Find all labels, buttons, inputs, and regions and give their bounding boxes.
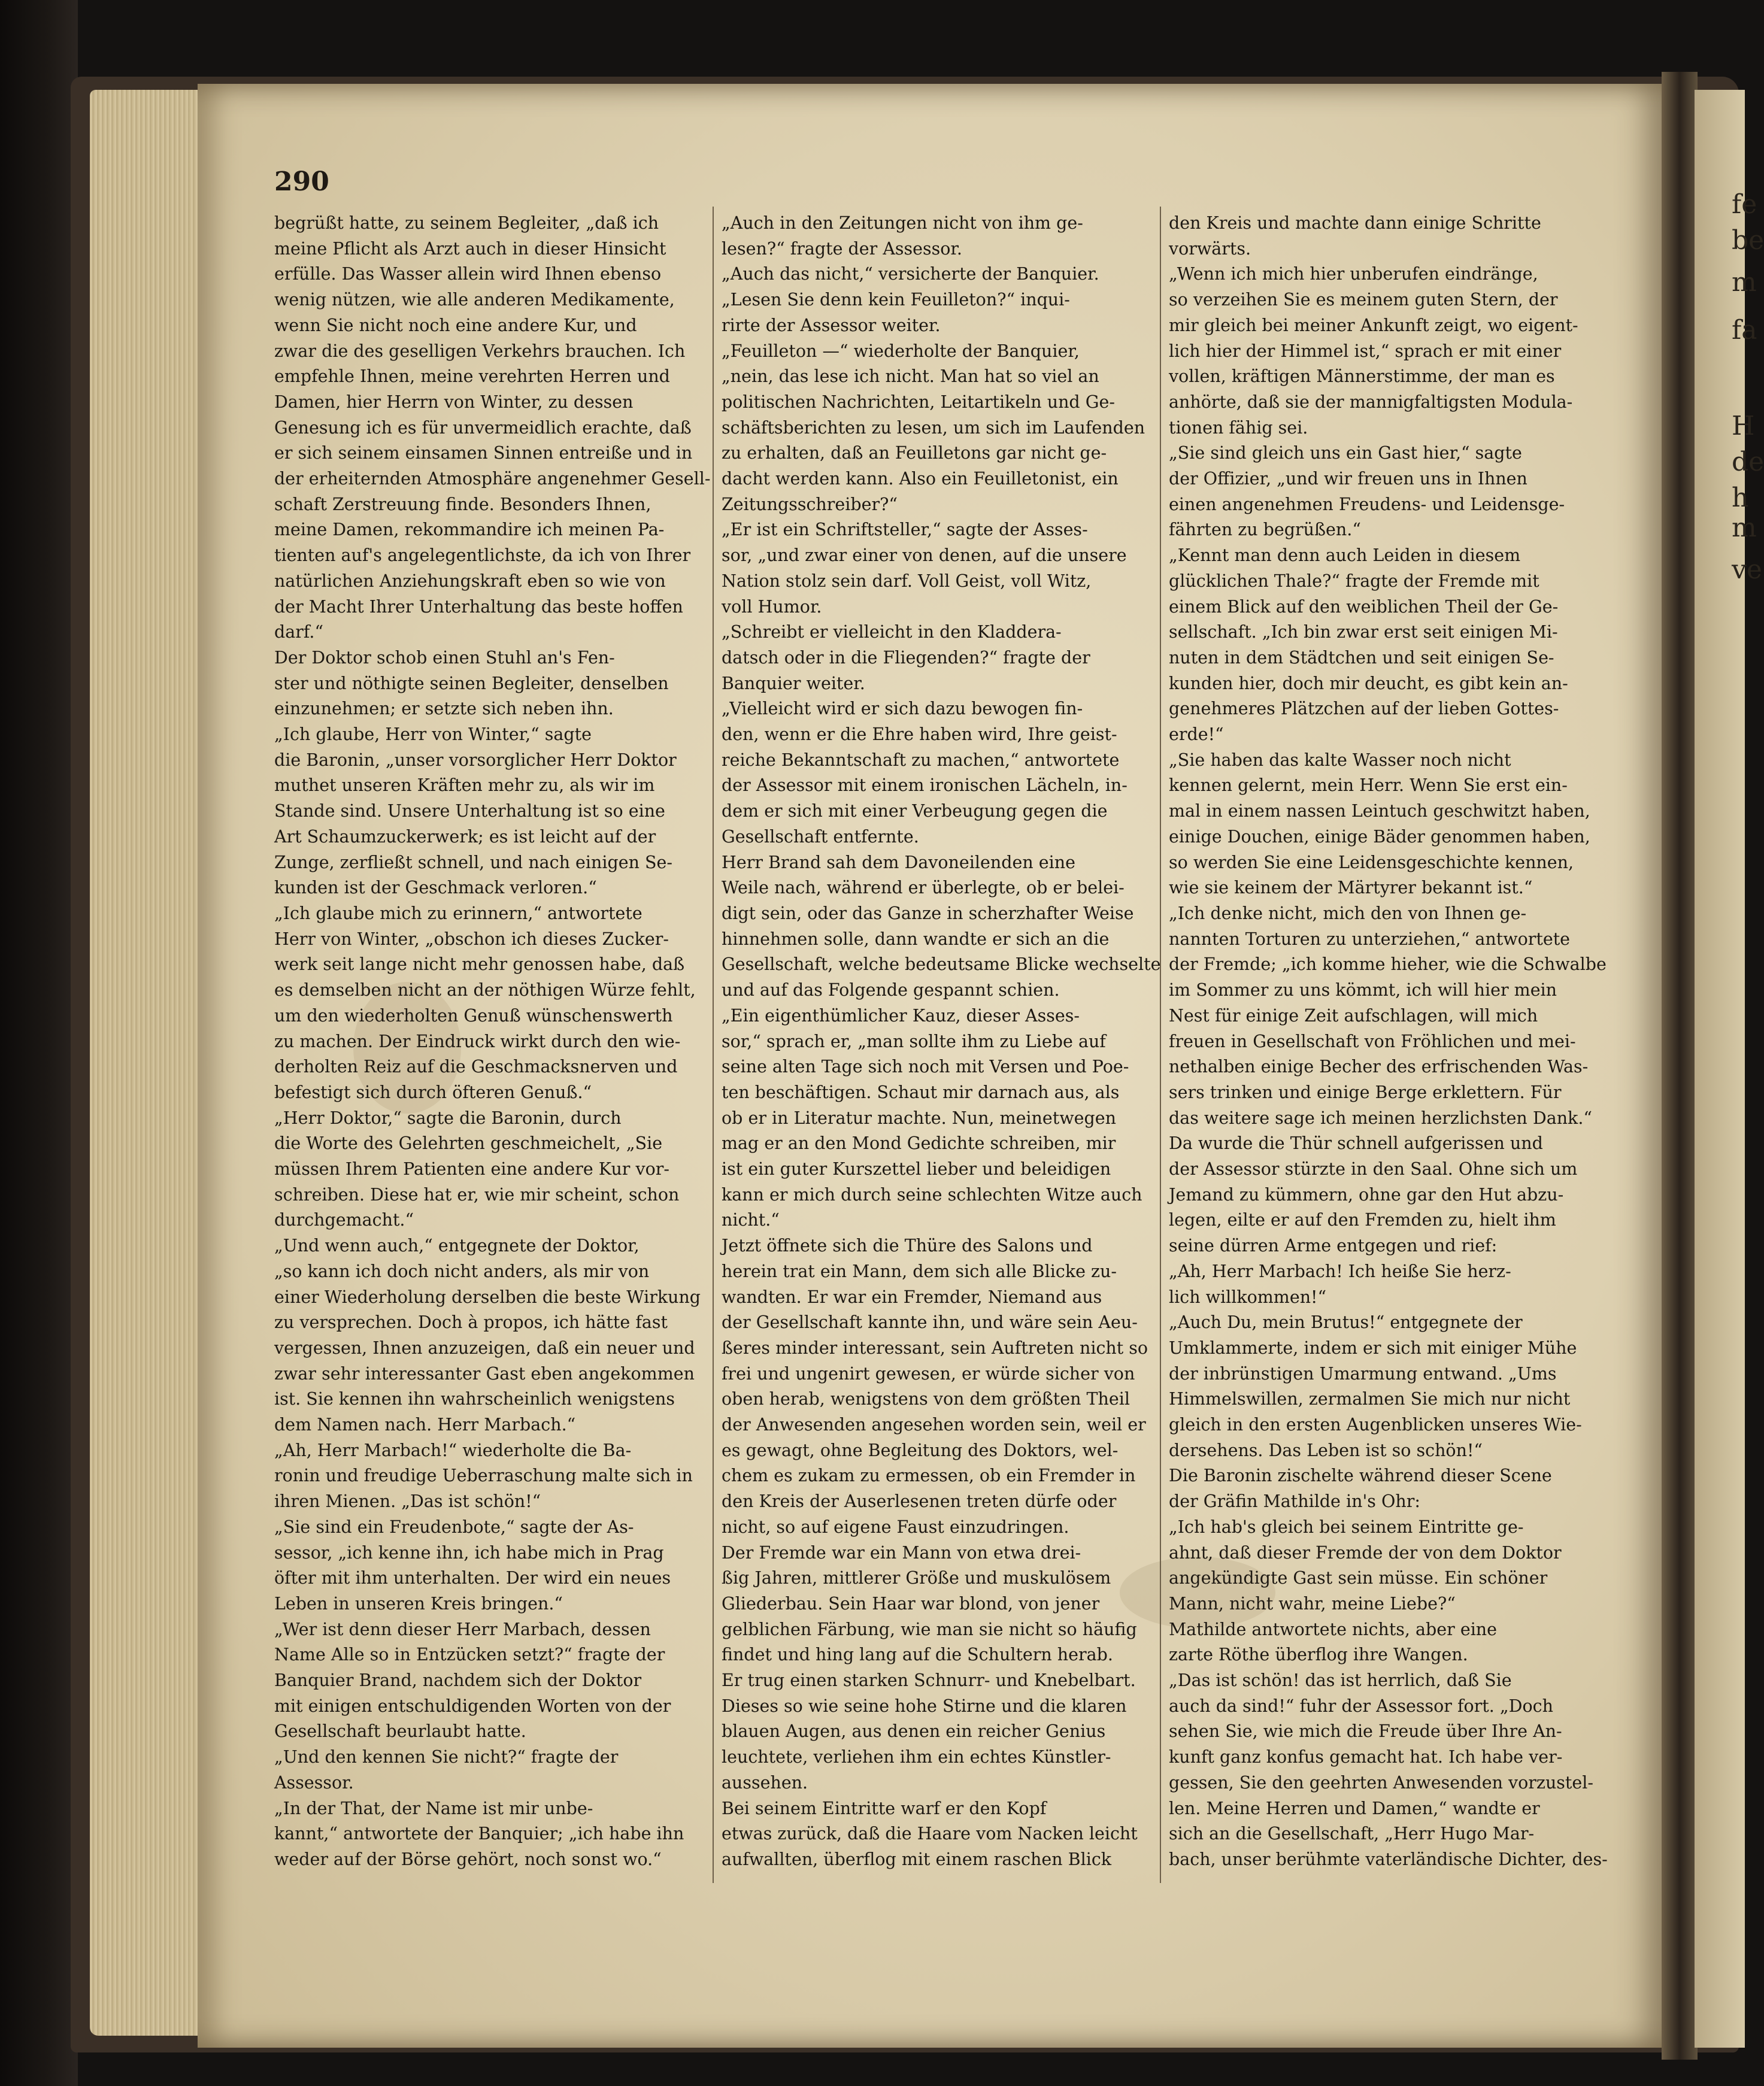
text-line: durchgemacht.“ [274, 1210, 414, 1230]
text-line: „Ah, Herr Marbach! Ich heiße Sie herz- [1169, 1261, 1511, 1281]
facing-page-text-fragment: h [1732, 483, 1749, 513]
text-line: aussehen. [722, 1772, 808, 1793]
text-line: gelblichen Färbung, wie man sie nicht so häufig [722, 1619, 1137, 1639]
text-line: rirte der Assessor weiter. [722, 315, 941, 335]
text-line: Gesellschaft beurlaubt hatte. [274, 1721, 526, 1742]
text-line: das weitere sage ich meinen herzlichsten Dank.“ [1169, 1108, 1592, 1128]
text-line: Jetzt öffnete sich die Thüre des Salons und [722, 1236, 1093, 1256]
text-line: so werden Sie eine Leidensgeschichte kennen, [1169, 852, 1574, 872]
text-line: tienten auf's angelegentlichste, da ich von Ihrer [274, 545, 691, 566]
text-line: Bei seinem Eintritte warf er den Kopf [722, 1798, 1047, 1818]
text-line: sor,“ sprach er, „man sollte ihm zu Liebe auf [722, 1031, 1106, 1051]
text-line: die Worte des Gelehrten geschmeichelt, „Sie [274, 1133, 663, 1154]
text-line: gleich in den ersten Augenblicken unseres Wie- [1169, 1415, 1582, 1435]
text-line: „Wer ist denn dieser Herr Marbach, dessen [274, 1619, 651, 1639]
text-line: der Gräfin Mathilde in's Ohr: [1169, 1491, 1420, 1512]
text-line: Umklammerte, indem er sich mit einiger Mühe [1169, 1338, 1577, 1358]
text-line: bach, unser berühmte vaterländische Dichter, des- [1169, 1849, 1608, 1869]
text-line: digt sein, oder das Ganze in scherzhafter Weise [722, 903, 1134, 923]
text-line: der Gesellschaft kannte ihn, und wäre sein Aeu- [722, 1312, 1138, 1333]
text-line: der Offizier, „und wir freuen uns in Ihnen [1169, 469, 1527, 489]
text-line: „Ich glaube, Herr von Winter,“ sagte [274, 724, 592, 745]
text-line: kennen gelernt, mein Herr. Wenn Sie erst ein- [1169, 775, 1568, 796]
text-line: blauen Augen, aus denen ein reicher Genius [722, 1721, 1106, 1742]
text-line: „Er ist ein Schriftsteller,“ sagte der Asses- [722, 520, 1088, 540]
text-line: „Auch das nicht,“ versicherte der Banquier. [722, 264, 1099, 284]
text-line: einem Blick auf den weiblichen Theil der Ge- [1169, 596, 1559, 617]
facing-page-text-fragment: m [1732, 513, 1757, 543]
text-line: vollen, kräftigen Männerstimme, der man es [1169, 366, 1555, 387]
facing-page-text-fragment: ve [1732, 554, 1762, 585]
text-line: „Vielleicht wird er sich dazu bewogen fin- [722, 699, 1083, 719]
text-line: kunft ganz konfus gemacht hat. Ich habe ver- [1169, 1747, 1563, 1767]
text-line: natürlichen Anziehungskraft eben so wie von [274, 571, 666, 591]
text-line: leuchtete, verliehen ihm ein echtes Künstler- [722, 1747, 1111, 1767]
facing-page-text-fragment: H [1732, 411, 1755, 441]
text-line: „Lesen Sie denn kein Feuilleton?“ inqui- [722, 290, 1070, 310]
text-line: Die Baronin zischelte während dieser Scene [1169, 1466, 1552, 1486]
text-line: „Herr Doktor,“ sagte die Baronin, durch [274, 1108, 622, 1128]
text-line: zu machen. Der Eindruck wirkt durch den wie- [274, 1031, 681, 1051]
text-line: empfehle Ihnen, meine verehrten Herren und [274, 366, 670, 387]
text-line: „Das ist schön! das ist herrlich, daß Sie [1169, 1670, 1512, 1691]
text-line: Genesung ich es für unvermeidlich erachte, daß [274, 417, 692, 438]
text-line: vorwärts. [1169, 238, 1251, 259]
text-column-3 [1169, 211, 1610, 1899]
text-line: Art Schaumzuckerwerk; es ist leicht auf der [274, 826, 656, 847]
text-line: sellschaft. „Ich bin zwar erst seit einigen Mi- [1169, 622, 1558, 642]
text-line: so verzeihen Sie es meinem guten Stern, der [1169, 290, 1558, 310]
text-line: hinnehmen solle, dann wandte er sich an die [722, 929, 1110, 949]
text-line: aufwallten, überflog mit einem raschen Blick [722, 1849, 1112, 1869]
text-line: nicht.“ [722, 1210, 780, 1230]
text-line: der Assessor mit einem ironischen Lächeln, in- [722, 775, 1127, 796]
text-line: Assessor. [274, 1772, 354, 1793]
text-line: der Assessor stürzte in den Saal. Ohne sich um [1169, 1159, 1578, 1180]
text-line: schaft Zerstreuung finde. Besonders Ihnen, [274, 494, 651, 514]
text-line: wie sie keinem der Märtyrer bekannt ist.“ [1169, 878, 1533, 898]
text-line: schreiben. Diese hat er, wie mir scheint, schon [274, 1184, 680, 1205]
text-line: zwar sehr interessanter Gast eben angekommen [274, 1363, 695, 1384]
text-line: es gewagt, ohne Begleitung des Doktors, wel- [722, 1440, 1119, 1460]
text-line: Banquier weiter. [722, 673, 865, 693]
text-line: es demselben nicht an der nöthigen Würze fehlt, [274, 980, 696, 1000]
text-line: glücklichen Thale?“ fragte der Fremde mit [1169, 571, 1539, 591]
text-line: politischen Nachrichten, Leitartikeln und Ge- [722, 392, 1116, 412]
text-line: zarte Röthe überflog ihre Wangen. [1169, 1645, 1468, 1665]
text-line: Gesellschaft entfernte. [722, 826, 919, 847]
text-line: anhörte, daß sie der mannigfaltigsten Modula- [1169, 392, 1573, 412]
text-line: kann er mich durch seine schlechten Witze auch [722, 1184, 1142, 1205]
text-line: tionen fähig sei. [1169, 417, 1308, 438]
text-line: Banquier Brand, nachdem sich der Doktor [274, 1670, 642, 1691]
facing-page-text-fragment: fa [1732, 315, 1757, 345]
text-line: „Und den kennen Sie nicht?“ fragte der [274, 1747, 619, 1767]
text-line: freuen in Gesellschaft von Fröhlichen und mei- [1169, 1031, 1576, 1051]
text-line: Er trug einen starken Schnurr- und Knebelbart. [722, 1670, 1136, 1691]
text-line: Der Fremde war ein Mann von etwa drei- [722, 1542, 1081, 1563]
text-line: einige Douchen, einige Bäder genommen haben, [1169, 826, 1590, 847]
facing-page-text-fragment: be [1732, 225, 1764, 256]
text-line: darf.“ [274, 622, 324, 642]
text-line: legen, eilte er auf den Fremden zu, hielt ihm [1169, 1210, 1556, 1230]
text-line: einer Wiederholung derselben die beste Wirkung [274, 1287, 701, 1307]
text-line: „Sie sind ein Freudenbote,“ sagte der As- [274, 1517, 634, 1537]
text-line: ihren Mienen. „Das ist schön!“ [274, 1491, 541, 1512]
text-line: dem Namen nach. Herr Marbach.“ [274, 1415, 576, 1435]
facing-page-text-fragment: fe [1732, 189, 1757, 220]
text-line: frei und ungenirt gewesen, er würde sicher von [722, 1363, 1135, 1384]
text-line: der Macht Ihrer Unterhaltung das beste hoffen [274, 596, 683, 617]
text-line: oben herab, wenigstens von dem größten Theil [722, 1389, 1130, 1409]
text-line: einen angenehmen Freudens- und Leidensge- [1169, 494, 1565, 514]
text-line: erde!“ [1169, 724, 1224, 745]
text-line: mag er an den Mond Gedichte schreiben, mir [722, 1133, 1116, 1154]
text-line: befestigt sich durch öfteren Genuß.“ [274, 1082, 592, 1102]
text-line: einzunehmen; er setzte sich neben ihn. [274, 699, 614, 719]
text-line: ßig Jahren, mittlerer Größe und muskulösem [722, 1568, 1111, 1588]
text-line: ßeres minder interessant, sein Auftreten nicht so [722, 1338, 1148, 1358]
text-line: kunden ist der Geschmack verloren.“ [274, 878, 597, 898]
background-left [0, 0, 78, 2086]
text-line: öfter mit ihm unterhalten. Der wird ein neues [274, 1568, 671, 1588]
text-line: Gliederbau. Sein Haar war blond, von jener [722, 1593, 1100, 1614]
text-line: voll Humor. [722, 596, 822, 617]
text-line: mal in einem nassen Leintuch geschwitzt haben, [1169, 801, 1590, 821]
book-gutter [1662, 72, 1698, 2060]
text-line: findet und hing lang auf die Schultern herab. [722, 1645, 1113, 1665]
text-line: derholten Reiz auf die Geschmacksnerven und [274, 1057, 678, 1077]
text-line: fährten zu begrüßen.“ [1169, 520, 1361, 540]
text-line: auch da sind!“ fuhr der Assessor fort. „Doch [1169, 1696, 1553, 1716]
text-line: lich willkommen!“ [1169, 1287, 1327, 1307]
text-line: ster und nöthigte seinen Begleiter, denselben [274, 673, 669, 693]
text-line: „Sie sind gleich uns ein Gast hier,“ sagte [1169, 443, 1522, 463]
text-line: dem er sich mit einer Verbeugung gegen die [722, 801, 1108, 821]
text-column-2 [722, 211, 1162, 1899]
text-line: „Ich glaube mich zu erinnern,“ antwortete [274, 903, 642, 923]
text-line: muthet unseren Kräften mehr zu, als wir im [274, 775, 655, 796]
text-line: Weile nach, während er überlegte, ob er belei- [722, 878, 1125, 898]
text-line: er sich seinem einsamen Sinnen entreiße und in [274, 443, 693, 463]
text-line: chem es zukam zu ermessen, ob ein Fremder in [722, 1466, 1136, 1486]
text-line: etwas zurück, daß die Haare vom Nacken leicht [722, 1824, 1138, 1844]
text-line: nuten in dem Städtchen und seit einigen Se- [1169, 647, 1554, 668]
text-line: erfülle. Das Wasser allein wird Ihnen ebenso [274, 264, 662, 284]
text-line: Gesellschaft, welche bedeutsame Blicke wechselte [722, 954, 1161, 975]
text-line: kunden hier, doch mir deucht, es gibt kein an- [1169, 673, 1568, 693]
text-line: wandten. Er war ein Fremder, Niemand aus [722, 1287, 1102, 1307]
text-line: werk seit lange nicht mehr genossen habe, daß [274, 954, 685, 975]
text-line: vergessen, Ihnen anzuzeigen, daß ein neuer und [274, 1338, 695, 1358]
text-line: genehmeres Plätzchen auf der lieben Gottes- [1169, 699, 1559, 719]
text-line: sich an die Gesellschaft, „Herr Hugo Mar- [1169, 1824, 1535, 1844]
text-line: Der Doktor schob einen Stuhl an's Fen- [274, 647, 615, 668]
text-line: Mathilde antwortete nichts, aber eine [1169, 1619, 1498, 1639]
text-line: der Fremde; „ich komme hieher, wie die Schwalbe [1169, 954, 1607, 975]
text-line: dersehens. Das Leben ist so schön!“ [1169, 1440, 1483, 1460]
text-line: sehen Sie, wie mich die Freude über Ihre An- [1169, 1721, 1562, 1742]
text-line: meine Pflicht als Arzt auch in dieser Hinsicht [274, 238, 666, 259]
text-line: „nein, das lese ich nicht. Man hat so viel an [722, 366, 1099, 387]
text-line: datsch oder in die Fliegenden?“ fragte der [722, 647, 1090, 668]
text-line: mir gleich bei meiner Ankunft zeigt, wo eigent- [1169, 315, 1578, 335]
text-line: um den wiederholten Genuß wünschenswerth [274, 1005, 673, 1026]
text-line: den Kreis und machte dann einige Schritte [1169, 213, 1541, 233]
text-line: Da wurde die Thür schnell aufgerissen und [1169, 1133, 1543, 1154]
text-line: „Ich hab's gleich bei seinem Eintritte ge- [1169, 1517, 1524, 1537]
text-line: zu erhalten, daß an Feuilletons gar nicht ge- [722, 443, 1107, 463]
text-line: „Kennt man denn auch Leiden in diesem [1169, 545, 1521, 566]
text-line: seine dürren Arme entgegen und rief: [1169, 1236, 1498, 1256]
text-line: kannt,“ antwortete der Banquier; „ich habe ihn [274, 1824, 684, 1844]
text-line: ob er in Literatur machte. Nun, meinetwegen [722, 1108, 1116, 1128]
text-line: Herr Brand sah dem Davoneilenden eine [722, 852, 1075, 872]
text-line: len. Meine Herren und Damen,“ wandte er [1169, 1798, 1540, 1818]
text-line: wenn Sie nicht noch eine andere Kur, und [274, 315, 637, 335]
text-line: lich hier der Himmel ist,“ sprach er mit einer [1169, 341, 1562, 361]
text-line: sor, „und zwar einer von denen, auf die unsere [722, 545, 1127, 566]
facing-page-edge [1695, 90, 1764, 2048]
text-line: nannten Torturen zu unterziehen,“ antwortete [1169, 929, 1571, 949]
text-line: Damen, hier Herrn von Winter, zu dessen [274, 392, 634, 412]
text-line: Zeitungsschreiber?“ [722, 494, 898, 514]
text-line: sers trinken und einige Berge erklettern. Für [1169, 1082, 1562, 1102]
text-line: wenig nützen, wie alle anderen Medikamente, [274, 290, 675, 310]
text-line: Name Alle so in Entzücken setzt?“ fragte der [274, 1645, 665, 1665]
text-line: zu versprechen. Doch à propos, ich hätte fast [274, 1312, 668, 1333]
text-line: ist. Sie kennen ihn wahrscheinlich wenigstens [274, 1389, 675, 1409]
text-line: „Auch in den Zeitungen nicht von ihm ge- [722, 213, 1083, 233]
text-line: Dieses so wie seine hohe Stirne und die klaren [722, 1696, 1127, 1716]
text-line: und auf das Folgende gespannt schien. [722, 980, 1060, 1000]
text-line: Nation stolz sein darf. Voll Geist, voll Witz, [722, 571, 1092, 591]
text-line: lesen?“ fragte der Assessor. [722, 238, 962, 259]
text-line: angekündigte Gast sein müsse. Ein schöner [1169, 1568, 1548, 1588]
text-line: schäftsberichten zu lesen, um sich im Laufenden [722, 417, 1145, 438]
text-line: „Ah, Herr Marbach!“ wiederholte die Ba- [274, 1440, 632, 1460]
text-line: Zunge, zerfließt schnell, und nach einigen Se- [274, 852, 673, 872]
page-edges [90, 90, 216, 2036]
text-line: „so kann ich doch nicht anders, als mir von [274, 1261, 650, 1281]
text-line: „Und wenn auch,“ entgegnete der Doktor, [274, 1236, 639, 1256]
text-line: gessen, Sie den geehrten Anwesenden vorzustel- [1169, 1772, 1593, 1793]
text-line: Himmelswillen, zermalmen Sie mich nur nicht [1169, 1389, 1571, 1409]
text-line: ahnt, daß dieser Fremde der von dem Doktor [1169, 1542, 1562, 1563]
text-line: Stande sind. Unsere Unterhaltung ist so eine [274, 801, 665, 821]
text-line: die Baronin, „unser vorsorglicher Herr Doktor [274, 750, 677, 770]
text-line: der erheiternden Atmosphäre angenehmer Gesell- [274, 469, 711, 489]
text-line: Herr von Winter, „obschon ich dieses Zucker- [274, 929, 669, 949]
page-number: 290 [274, 166, 329, 197]
text-line: ist ein guter Kurszettel lieber und beleidigen [722, 1159, 1111, 1180]
text-line: meine Damen, rekommandire ich meinen Pa- [274, 520, 665, 540]
text-line: mit einigen entschuldigenden Worten von der [274, 1696, 671, 1716]
text-line: Mann, nicht wahr, meine Liebe?“ [1169, 1593, 1456, 1614]
text-line: „Schreibt er vielleicht in den Kladdera- [722, 622, 1062, 642]
facing-page-text-fragment: m [1732, 267, 1757, 298]
text-line: „Ich denke nicht, mich den von Ihnen ge- [1169, 903, 1527, 923]
text-line: herein trat ein Mann, dem sich alle Blicke zu- [722, 1261, 1117, 1281]
text-line: den, wenn er die Ehre haben wird, Ihre geist- [722, 724, 1117, 745]
text-line: begrüßt hatte, zu seinem Begleiter, „daß ich [274, 213, 659, 233]
text-line: „Feuilleton —“ wiederholte der Banquier, [722, 341, 1080, 361]
text-line: ten beschäftigen. Schaut mir darnach aus, als [722, 1082, 1120, 1102]
text-line: Jemand zu kümmern, ohne gar den Hut abzu- [1169, 1184, 1564, 1205]
text-line: Nest für einige Zeit aufschlagen, will mich [1169, 1005, 1538, 1026]
text-line: reiche Bekanntschaft zu machen,“ antwortete [722, 750, 1120, 770]
text-line: sessor, „ich kenne ihn, ich habe mich in Prag [274, 1542, 664, 1563]
text-line: „Sie haben das kalte Wasser noch nicht [1169, 750, 1511, 770]
text-line: seine alten Tage sich noch mit Versen und Poe- [722, 1057, 1129, 1077]
text-line: nicht, so auf eigene Faust einzudringen. [722, 1517, 1069, 1537]
text-line: „In der That, der Name ist mir unbe- [274, 1798, 593, 1818]
text-line: der Anwesenden angesehen worden sein, weil er [722, 1415, 1146, 1435]
text-line: den Kreis der Auserlesenen treten dürfe oder [722, 1491, 1117, 1512]
text-line: im Sommer zu uns kömmt, ich will hier mein [1169, 980, 1557, 1000]
text-line: weder auf der Börse gehört, noch sonst wo.“ [274, 1849, 662, 1869]
text-line: „Wenn ich mich hier unberufen eindränge, [1169, 264, 1538, 284]
text-line: müssen Ihrem Patienten eine andere Kur vor- [274, 1159, 669, 1180]
text-line: nethalben einige Becher des erfrischenden Was- [1169, 1057, 1589, 1077]
text-column-1 [274, 211, 715, 1899]
text-line: dacht werden kann. Also ein Feuilletonist, ein [722, 469, 1119, 489]
text-line: der inbrünstigen Umarmung entwand. „Ums [1169, 1363, 1557, 1384]
text-line: ronin und freudige Ueberraschung malte sich in [274, 1466, 693, 1486]
text-line: „Auch Du, mein Brutus!“ entgegnete der [1169, 1312, 1523, 1333]
facing-page-text-fragment: de [1732, 447, 1764, 477]
text-line: Leben in unseren Kreis bringen.“ [274, 1593, 563, 1614]
text-line: „Ein eigenthümlicher Kauz, dieser Asses- [722, 1005, 1080, 1026]
text-line: zwar die des geselligen Verkehrs brauchen. Ich [274, 341, 686, 361]
